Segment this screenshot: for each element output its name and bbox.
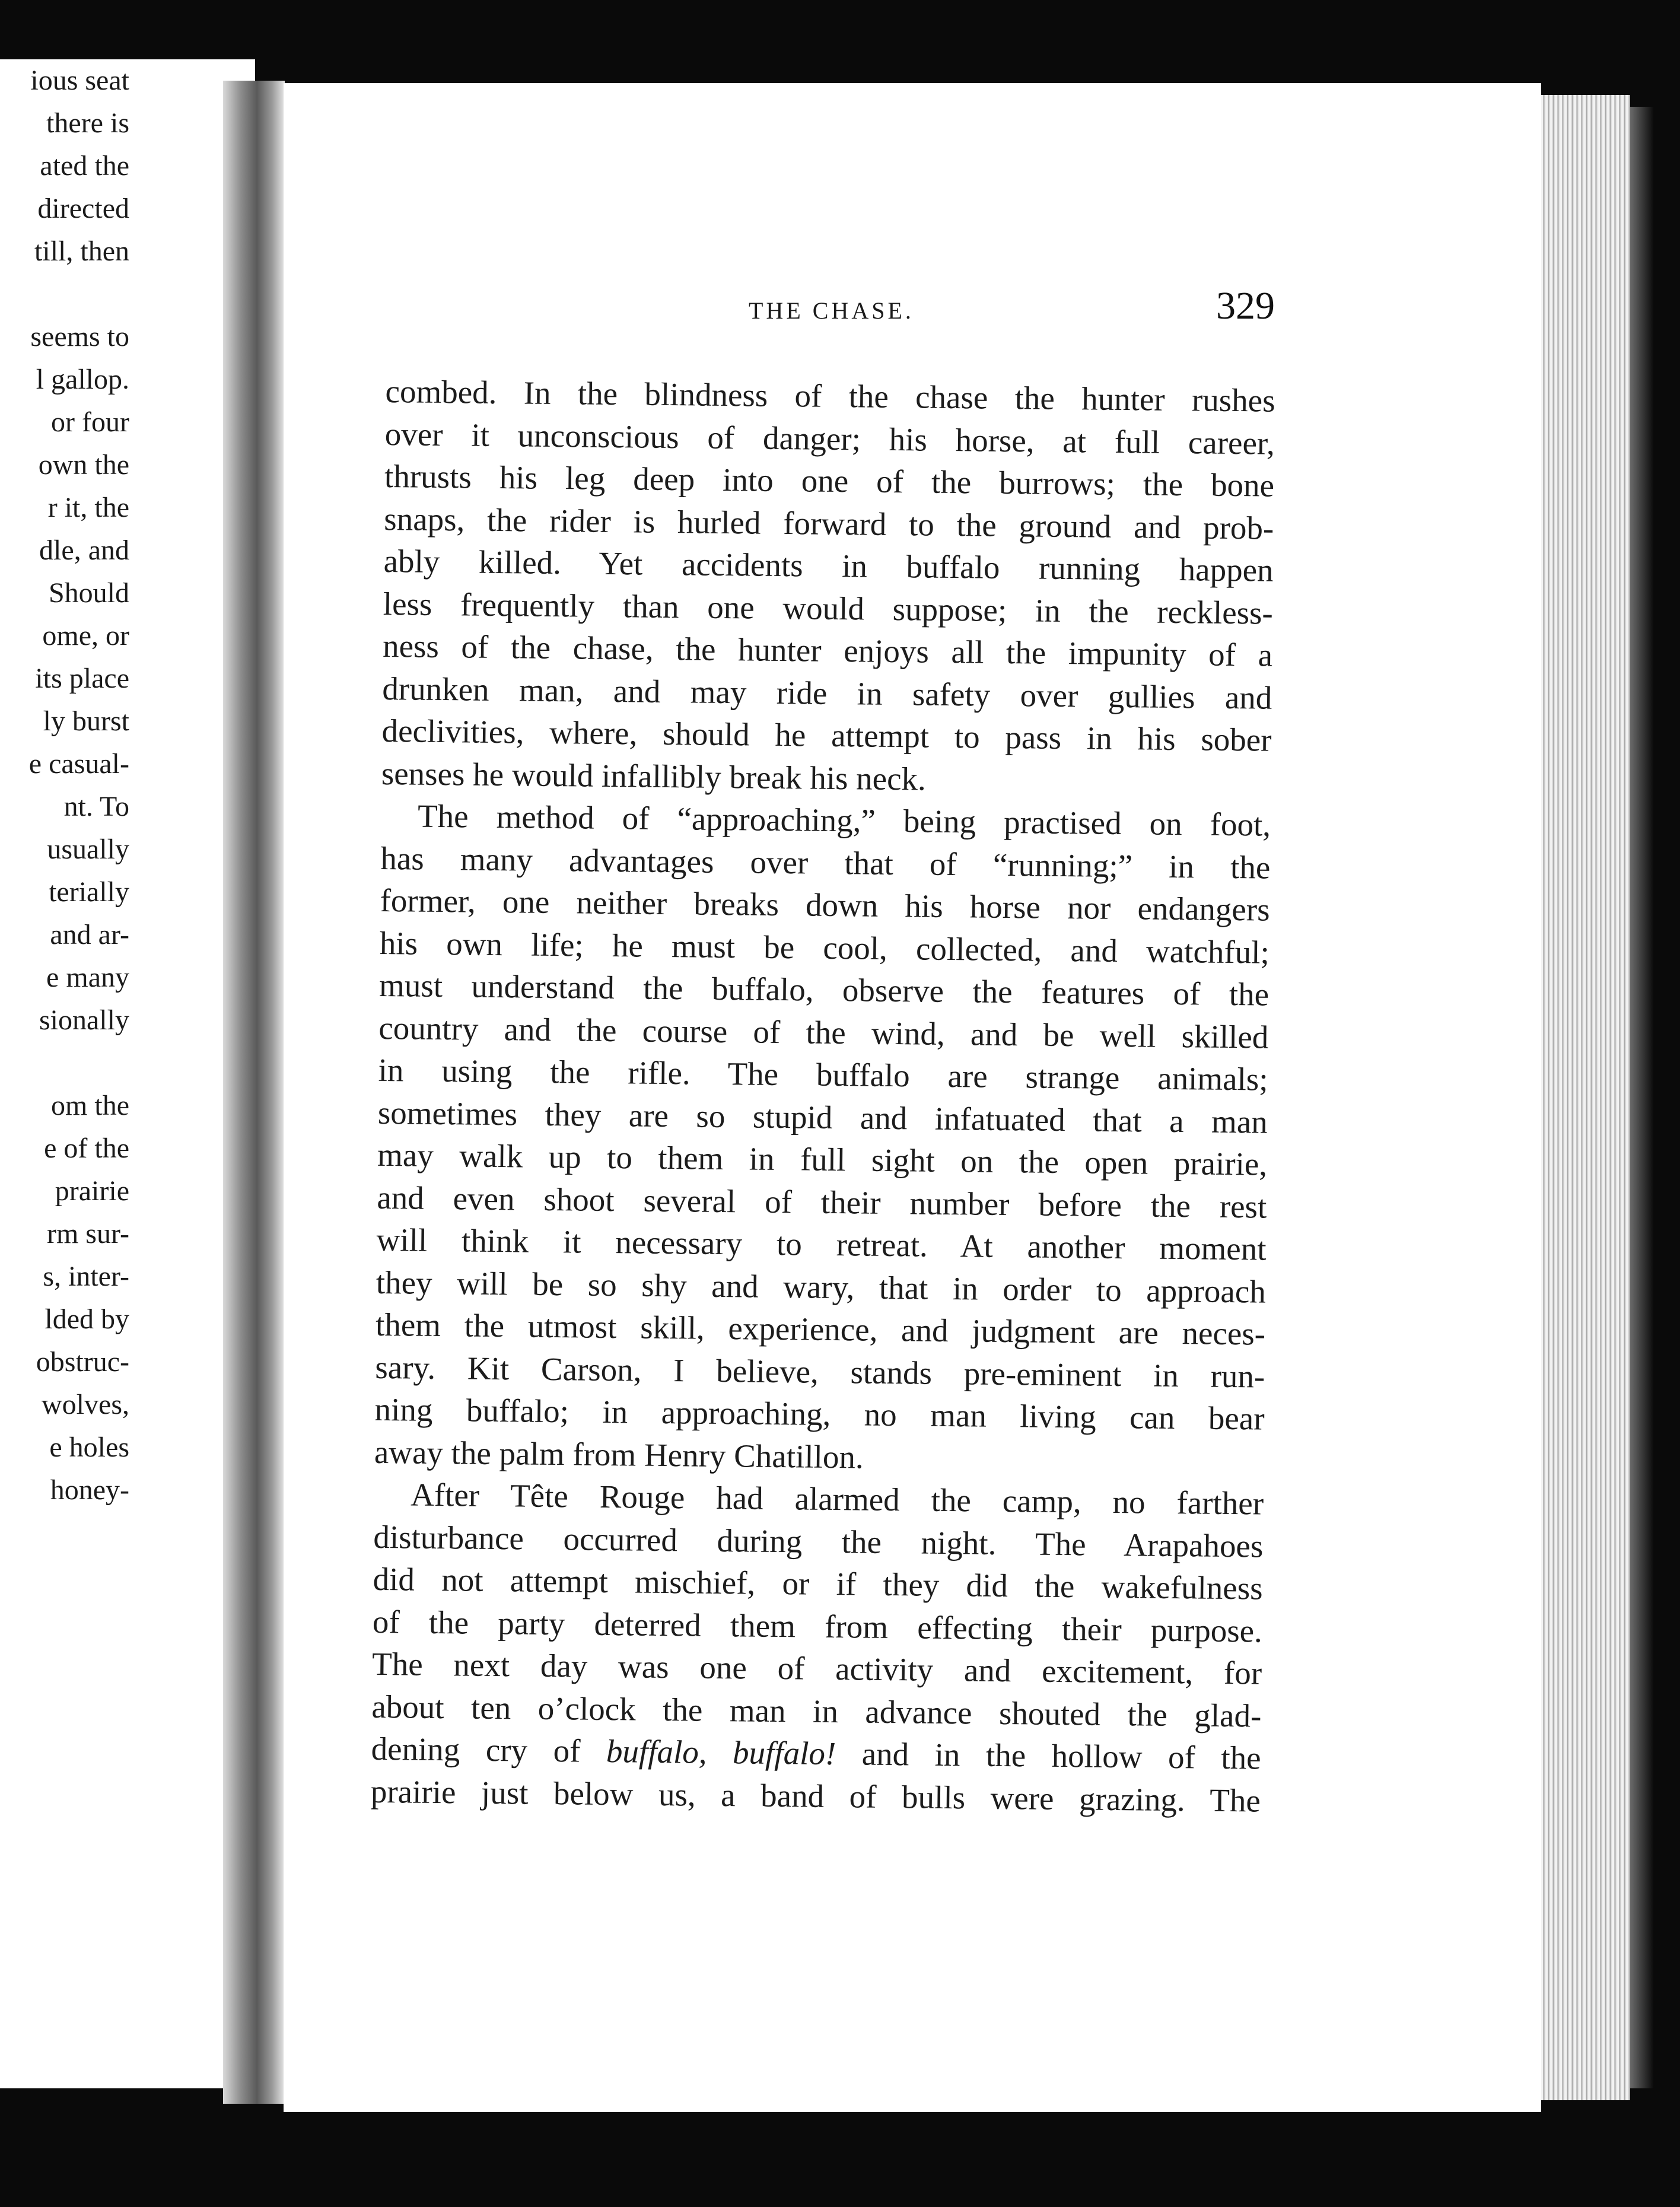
text-line: must understand the buffalo, observe the features of the: [378, 966, 1269, 1013]
text-line: ably killed. Yet accidents in buffalo running happen: [383, 542, 1274, 589]
text-line: declivities, where, should he attempt to pass in his sober: [381, 712, 1272, 758]
text-line: and even shoot several of their number before the rest: [377, 1179, 1267, 1225]
left-page: [0, 59, 255, 2088]
left-page-line: r it, the: [47, 492, 129, 523]
left-page-line: Should: [48, 577, 129, 609]
text-line: they will be so shy and wary, that in order to approach: [376, 1264, 1267, 1310]
left-page-line: [0, 1042, 129, 1085]
left-page-line: wolves,: [42, 1389, 129, 1420]
left-page-line: there is: [46, 107, 129, 139]
text-line: away the palm from Henry Chatillon.: [374, 1433, 864, 1475]
text-line: combed. In the blindness of the chase the hunter rushes: [385, 373, 1275, 419]
body-text: [371, 370, 1275, 1822]
italic-line-before: dening cry of: [371, 1730, 607, 1770]
text-line: his own life; he must be cool, collected, and watchful;: [379, 924, 1270, 971]
left-page-line: directed: [37, 193, 129, 224]
left-page-line: lded by: [44, 1303, 129, 1335]
text-line: The method of “approaching,” being practised on foot,: [417, 797, 1271, 843]
text-line: has many advantages over that of “running;” in the: [380, 839, 1271, 886]
final-line: prairie just below us, a band of bulls were grazing. The: [370, 1773, 1261, 1819]
text-line: may walk up to them in full sight on the open prairie,: [377, 1136, 1268, 1182]
text-line: senses he would infallibly break his neck.: [381, 755, 927, 797]
text-line: The next day was one of activity and excitement, for: [371, 1645, 1262, 1691]
text-line: over it unconscious of danger; his horse, at full career,: [384, 415, 1275, 462]
text-line: about ten o’clock the man in advance shouted the glad-: [371, 1688, 1262, 1734]
text-line: did not attempt mischief, or if they did the wakefulness: [373, 1560, 1263, 1607]
left-page-line: and ar-: [50, 919, 129, 950]
left-page-line: [0, 273, 129, 316]
left-page-line: e of the: [44, 1133, 129, 1164]
text-line: former, one neither breaks down his horse nor endangers: [380, 882, 1270, 928]
left-page-line: till, then: [34, 236, 129, 267]
text-line: will think it necessary to retreat. At another moment: [376, 1221, 1267, 1267]
left-page-line: e many: [46, 962, 129, 993]
text-line: ness of the chase, the hunter enjoys all the impunity of a: [382, 627, 1273, 673]
left-page-line: obstruc-: [36, 1346, 129, 1378]
page-number: 329: [1216, 284, 1275, 327]
text-line: After Tête Rouge had alarmed the camp, no farther: [410, 1476, 1264, 1522]
left-page-line: honey-: [50, 1474, 129, 1506]
text-line: in using the rifle. The buffalo are strange animals;: [378, 1051, 1268, 1098]
text-line: them the utmost skill, experience, and judgment are neces-: [375, 1306, 1266, 1352]
text-line: of the party deterred them from effecting their purpose.: [372, 1603, 1263, 1649]
left-page-line: e casual-: [28, 748, 129, 780]
left-page-line: ious seat: [30, 65, 129, 96]
left-page-line: ome, or: [42, 620, 129, 651]
left-page-line: rm sur-: [46, 1218, 129, 1249]
left-page-line: its place: [35, 663, 129, 694]
text-line: thrusts his leg deep into one of the burrows; the bone: [384, 457, 1275, 504]
left-page-line: seems to: [30, 321, 129, 352]
left-page-line: or four: [51, 406, 129, 438]
text-line: less frequently than one would suppose; in the reckless-: [383, 585, 1274, 631]
left-page-line: ated the: [40, 150, 129, 182]
left-page-text: [0, 59, 129, 1512]
text-line: snaps, the rider is hurled forward to the ground and prob-: [384, 500, 1274, 546]
left-page-line: om the: [51, 1090, 129, 1121]
left-page-line: prairie: [55, 1175, 129, 1207]
left-page-line: dle, and: [39, 535, 129, 566]
left-page-line: own the: [38, 449, 129, 481]
left-page-line: s, inter-: [43, 1261, 129, 1292]
left-page-line: sionally: [39, 1004, 129, 1036]
left-page-line: nt. To: [63, 791, 129, 822]
left-page-line: l gallop.: [36, 364, 129, 395]
gutter-shadow: [223, 81, 285, 2104]
text-line: ning buffalo; in approaching, no man living can bear: [374, 1391, 1265, 1437]
text-line: drunken man, and may ride in safety over gullies and: [382, 670, 1272, 716]
text-line: sary. Kit Carson, I believe, stands pre-eminent in run-: [375, 1349, 1265, 1395]
left-page-line: ly burst: [43, 705, 129, 737]
left-page-line: usually: [47, 834, 129, 865]
running-head: THE CHASE.: [749, 297, 914, 324]
left-page-line: e holes: [49, 1432, 129, 1463]
italic-phrase: buffalo, buffalo!: [606, 1733, 836, 1772]
italic-line-after: and in the hollow of the: [835, 1735, 1261, 1776]
text-line: sometimes they are so stupid and infatuated that a man: [377, 1094, 1268, 1140]
edge-shadow: [1630, 107, 1654, 2088]
page-edges: [1541, 95, 1630, 2100]
text-line: disturbance occurred during the night. The Arapahoes: [373, 1518, 1264, 1564]
text-line: country and the course of the wind, and be well skilled: [378, 1009, 1269, 1055]
left-page-line: terially: [49, 876, 129, 908]
